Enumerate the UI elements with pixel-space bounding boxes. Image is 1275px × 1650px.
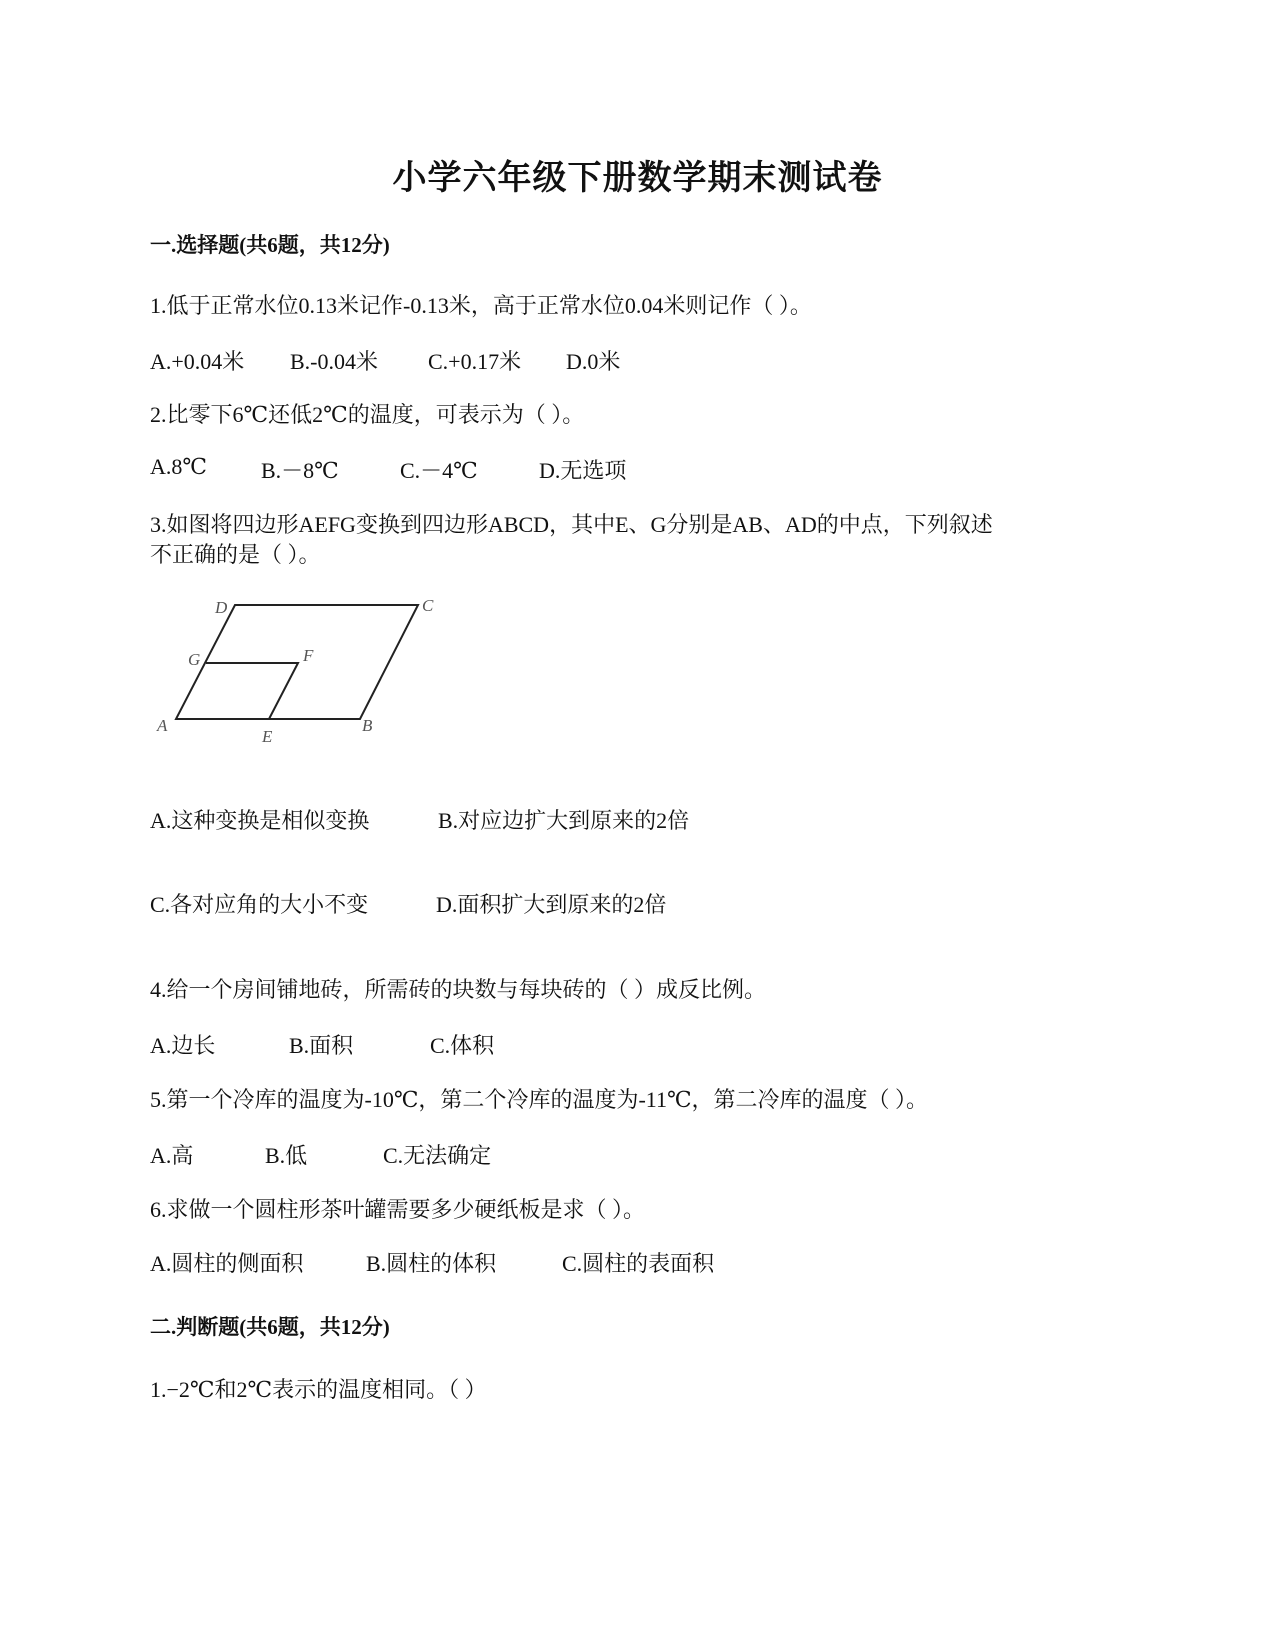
question-1-option-a: A.+0.04米 bbox=[150, 349, 245, 374]
question-3-option-c: C.各对应角的大小不变 bbox=[150, 892, 369, 917]
question-6-option-a: A.圆柱的侧面积 bbox=[150, 1251, 304, 1276]
vertex-label-c: C bbox=[422, 596, 434, 615]
figure-container bbox=[155, 585, 455, 755]
question-1-option-d: D.0米 bbox=[566, 349, 621, 374]
question-4-option-b: B.面积 bbox=[289, 1033, 354, 1058]
question-1-option-b: B.-0.04米 bbox=[290, 349, 379, 374]
question-2-option-d: D.无选项 bbox=[539, 458, 627, 483]
question-4-text: 4.给一个房间铺地砖，所需砖的块数与每块砖的（ ）成反比例。 bbox=[150, 977, 767, 1002]
question-2-option-a: A.8℃ bbox=[150, 454, 207, 479]
vertex-label-a: A bbox=[157, 716, 168, 735]
section-heading-choice: 一.选择题(共6题，共12分) bbox=[150, 233, 390, 257]
question-3-option-b: B.对应边扩大到原来的2倍 bbox=[438, 808, 690, 833]
vertex-label-f: F bbox=[303, 646, 314, 665]
question-2-option-c: C.－4℃ bbox=[400, 458, 478, 483]
question-6-text: 6.求做一个圆柱形茶叶罐需要多少硬纸板是求（ ）。 bbox=[150, 1197, 646, 1222]
parallelogram-aefg-inner bbox=[206, 663, 298, 719]
vertex-label-g: G bbox=[188, 650, 201, 669]
question-3-option-d: D.面积扩大到原来的2倍 bbox=[436, 892, 667, 917]
question-1-text: 1.低于正常水位0.13米记作-0.13米，高于正常水位0.04米则记作（ ）。 bbox=[150, 293, 812, 318]
question-4-option-a: A.边长 bbox=[150, 1033, 216, 1058]
question-3-text-line1: 3.如图将四边形AEFG变换到四边形ABCD，其中E、G分别是AB、AD的中点，下列叙述 bbox=[150, 512, 993, 537]
vertex-label-b: B bbox=[362, 716, 373, 735]
vertex-label-e: E bbox=[262, 727, 273, 746]
question-5-option-a: A.高 bbox=[150, 1143, 194, 1168]
question-6-option-b: B.圆柱的体积 bbox=[366, 1251, 497, 1276]
question-4-option-c: C.体积 bbox=[430, 1033, 495, 1058]
question-6-option-c: C.圆柱的表面积 bbox=[562, 1251, 715, 1276]
vertex-label-d: D bbox=[215, 598, 228, 617]
question-5-option-b: B.低 bbox=[265, 1143, 308, 1168]
question-3-option-a: A.这种变换是相似变换 bbox=[150, 808, 370, 833]
question-2-option-b: B.－8℃ bbox=[261, 458, 339, 483]
question-1-option-c: C.+0.17米 bbox=[428, 349, 522, 374]
question-3-text-line2: 不正确的是（ ）。 bbox=[150, 542, 321, 567]
question-5-option-c: C.无法确定 bbox=[383, 1143, 492, 1168]
question-5-text: 5.第一个冷库的温度为-10℃，第二个冷库的温度为-11℃，第二冷库的温度（ ）。 bbox=[150, 1087, 929, 1112]
judge-question-1-text: 1.−2℃和2℃表示的温度相同。（ ） bbox=[150, 1377, 487, 1402]
figure-svg bbox=[155, 585, 455, 755]
question-2-text: 2.比零下6℃还低2℃的温度，可表示为（ ）。 bbox=[150, 402, 585, 427]
page-title: 小学六年级下册数学期末测试卷 bbox=[392, 160, 883, 197]
section-heading-true-false: 二.判断题(共6题，共12分) bbox=[150, 1315, 390, 1339]
